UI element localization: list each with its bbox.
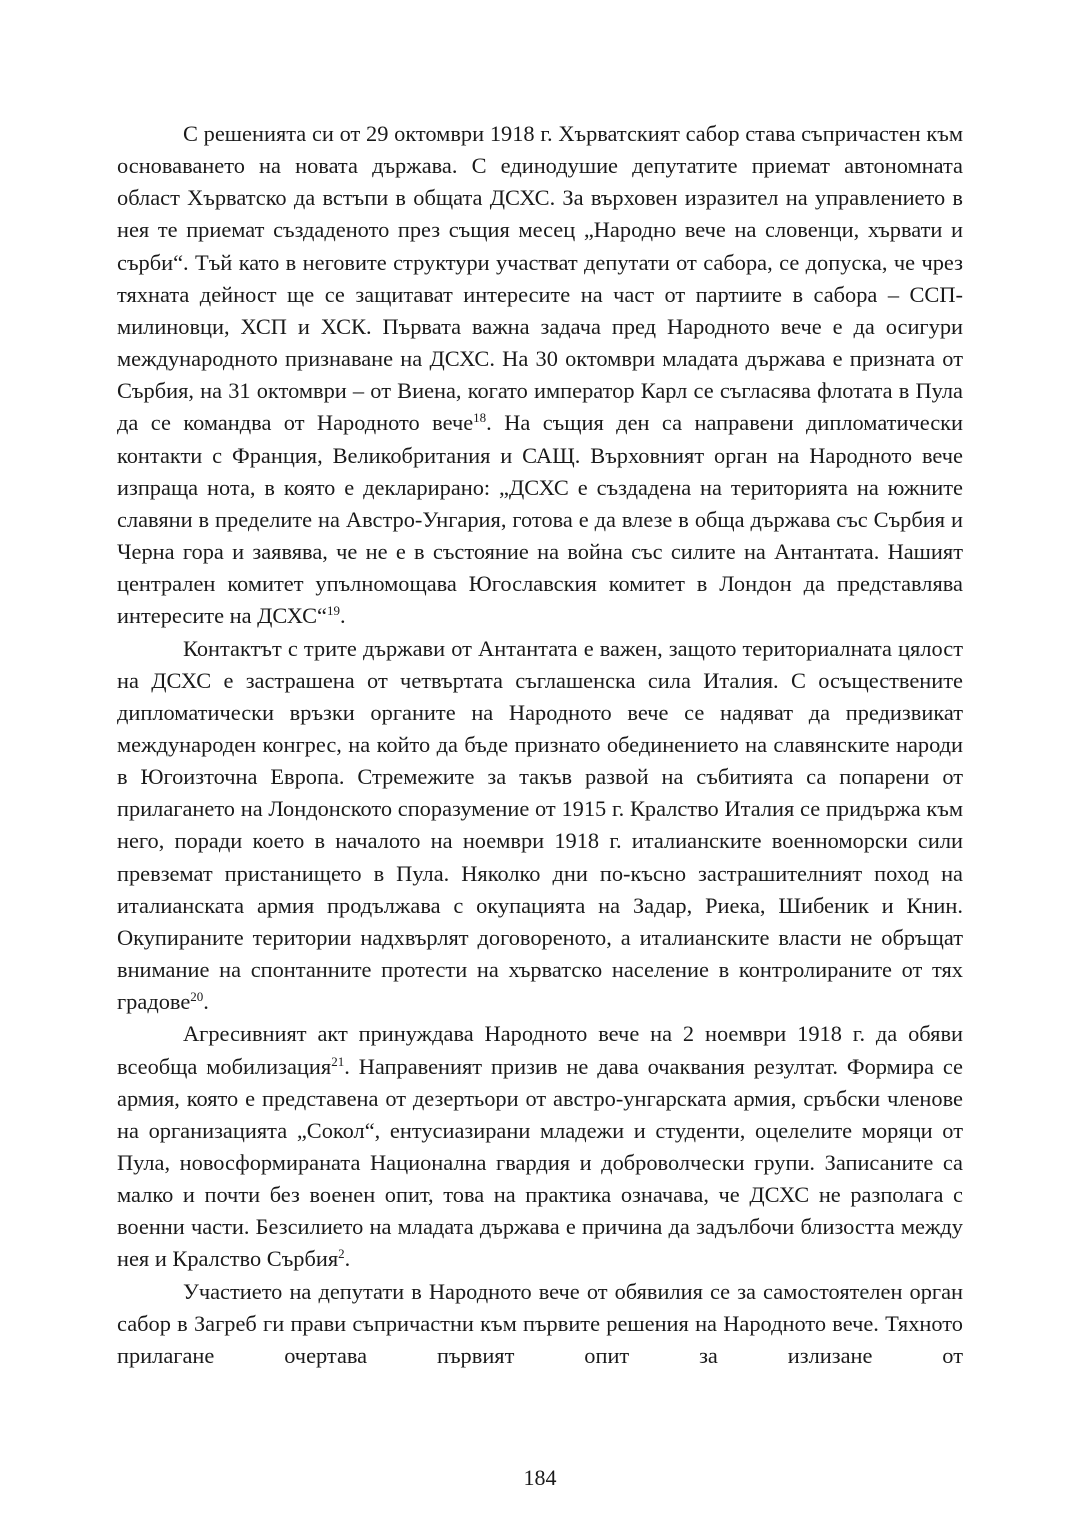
paragraph-text: Агресивният акт принуждава Народното вече на 2 ноември 1918 г. да обяви всеобща мобилизация <box>117 1021 963 1079</box>
footnote-ref: 20 <box>190 989 204 1005</box>
paragraph-text: Контактът с трите държави от Антантата е важен, защото териториалната цялост на ДСХС е застрашена от четвъртата съглашенска сила Италия. С осъществените дипломатически връзки органите на Народното вече се надяват да предизвикат международен конгрес, на който да бъде признато обединението на славянските народи в Югоизточна Европа. Стремежите за такъв развой на събитията са попарени от прилагането на Лондонското споразумение от 1915 г. Кралство Италия се придържа към него, поради което в началото на ноември 1918 г. италианските военноморски сили превземат пристанището в Пула. Няколко дни по-късно застрашителният поход на италианската армия продължава с окупацията на Задар, Риека, Шибеник и Книн. Окупираните територии надхвърлят договореното, а италианските власти не обръщат внимание на спонтанните протести на хърватско население в контролираните от тях градове <box>117 635 963 1015</box>
paragraph <box>117 1018 963 1275</box>
paragraph-text: Участието на депутати в Народното вече от обявилия се за самостоятелен орган сабор в Загреб ги прави съпричастни към първите решения на Народното вече. Тяхното прилагане очертава първият опит за излизане от <box>117 1278 963 1368</box>
paragraph <box>117 118 963 633</box>
paragraph <box>117 1276 963 1372</box>
footnote-ref: 2 <box>338 1246 345 1262</box>
paragraph-text: С решенията си от 29 октомври 1918 г. Хърватският сабор става съпричастен към основаването на новата държава. С единодушие депутатите приемат автономната област Хърватско да встъпи в общата ДСХС. За върховен изразител на управлението в нея те приемат създаденото през същия месец „Народно вече на словенци, хървати и сърби“. Тъй като в неговите структури участват депутати от сабора, се допуска, че чрез тяхната дейност ще се защитават интересите на част от партиите в сабора – ССП-милиновци, ХСП и ХСК. Първата важна задача пред Народното вече е да осигури международното признаване на ДСХС. На 30 октомври младата държава е призната от Сърбия, на 31 октомври – от Виена, когато император Карл се съгласява флотата в Пула да се командва от Народното вече <box>117 121 963 436</box>
footnote-ref: 18 <box>473 410 487 426</box>
paragraph-text: . <box>344 1246 351 1272</box>
paragraph-text: . Направеният призив не дава очаквания резултат. Формира се армия, която е представена от дезертьори от австро-унгарската армия, сръбски членове на организацията „Сокол“, ентусиазирани младежи и студенти, оцелелите моряци от Пула, новосформираната Национална гвардия и доброволчески групи. Записаните са малко и почти без военен опит, това на практика означава, че ДСХС не разполага с военни части. Безсилието на младата държава е причина да задълбочи близостта между нея и Кралство Сърбия <box>117 1053 963 1272</box>
paragraph-text: . <box>203 989 209 1015</box>
page-number: 184 <box>523 1465 557 1490</box>
paragraph-text: . На същия ден са направени дипломатически контакти с Франция, Великобритания и САЩ. Върховният орган на Народното вече изпраща нота, в която е декларирано: „ДСХС е създадена на територията на южните славяни в пределите на Австро-Унгария, готова е да влезе в обща държава със Сърбия и Черна гора и заявява, че не е в състояние на война със силите на Антантата. Нашият централен комитет упълномощава Югославския комитет в Лондон да представлява интересите на ДСХС“ <box>117 410 963 629</box>
footnote-ref: 19 <box>326 603 340 619</box>
paragraph <box>117 633 963 1019</box>
footnote-ref: 21 <box>331 1053 345 1069</box>
paragraph-text: . <box>339 603 346 629</box>
page-body <box>117 118 963 1372</box>
